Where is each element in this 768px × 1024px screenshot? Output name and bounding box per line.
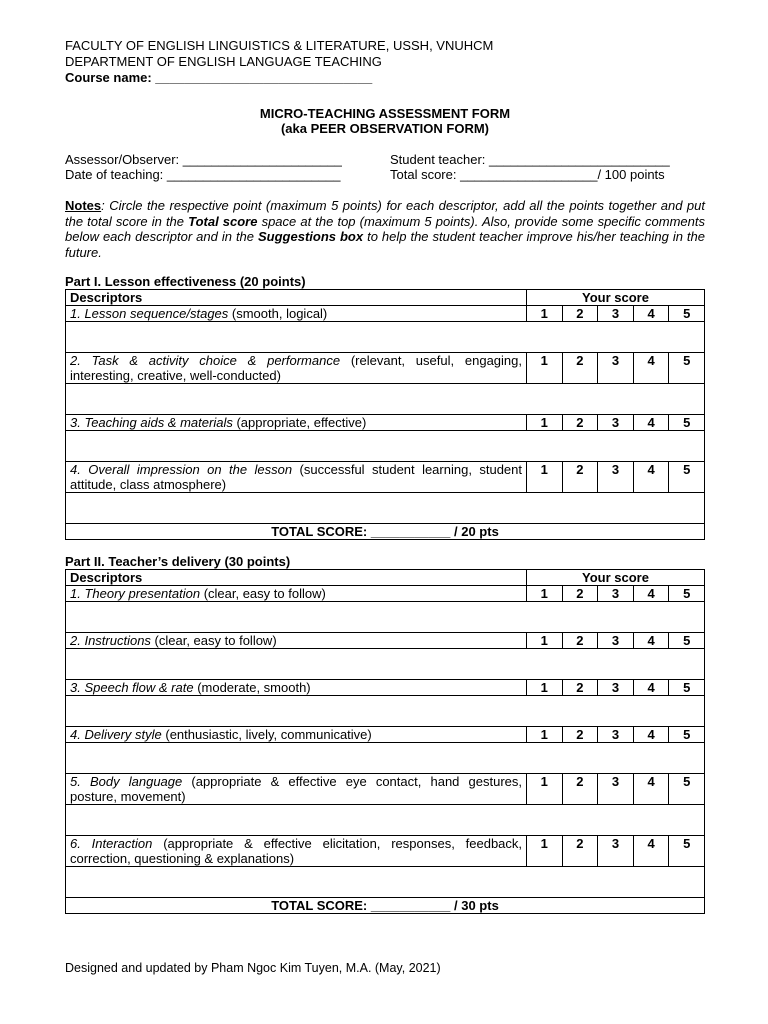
comment-row — [66, 602, 705, 633]
form-title-main: MICRO-TEACHING ASSESSMENT FORM — [259, 106, 511, 121]
descriptors-header: Descriptors — [66, 570, 527, 586]
form-page — [65, 38, 705, 914]
part1-title: Part I. Lesson effectiveness (20 points) — [65, 274, 306, 289]
score-option-1[interactable]: 1 — [527, 462, 563, 493]
score-option-2[interactable]: 2 — [562, 680, 598, 696]
comment-space[interactable] — [66, 867, 705, 898]
total-score-line[interactable]: TOTAL SCORE: ___________ / 20 pts — [66, 524, 705, 540]
score-option-5[interactable]: 5 — [669, 836, 705, 867]
score-option-1[interactable]: 1 — [527, 415, 563, 431]
student-teacher-field[interactable]: Student teacher: _________________________ — [390, 152, 670, 167]
score-option-3[interactable]: 3 — [598, 462, 634, 493]
comment-row — [66, 649, 705, 680]
comment-space[interactable] — [66, 602, 705, 633]
table-header-row — [66, 570, 705, 586]
comment-row — [66, 805, 705, 836]
score-option-2[interactable]: 2 — [562, 633, 598, 649]
comment-space[interactable] — [66, 384, 705, 415]
score-option-4[interactable]: 4 — [633, 306, 669, 322]
descriptor-row — [66, 680, 705, 696]
comment-row — [66, 696, 705, 727]
comment-space[interactable] — [66, 649, 705, 680]
total-score-line[interactable]: TOTAL SCORE: ___________ / 30 pts — [66, 898, 705, 914]
score-option-4[interactable]: 4 — [633, 836, 669, 867]
comment-row — [66, 431, 705, 462]
form-title — [65, 106, 705, 136]
score-option-5[interactable]: 5 — [669, 727, 705, 743]
department-line: DEPARTMENT OF ENGLISH LANGUAGE TEACHING — [65, 54, 382, 69]
score-option-3[interactable]: 3 — [598, 353, 634, 384]
notes-bold-suggestions: Suggestions box — [258, 229, 364, 244]
descriptor-row — [66, 836, 705, 867]
table-header-row — [66, 290, 705, 306]
score-option-5[interactable]: 5 — [669, 353, 705, 384]
descriptor-text: 4. Overall impression on the lesson (successful student learning, student attitude, class atmosphere) — [66, 462, 527, 493]
descriptor-row — [66, 306, 705, 322]
comment-space[interactable] — [66, 322, 705, 353]
score-option-4[interactable]: 4 — [633, 680, 669, 696]
descriptor-text: 3. Speech flow & rate (moderate, smooth) — [66, 680, 527, 696]
score-option-2[interactable]: 2 — [562, 415, 598, 431]
descriptor-row — [66, 462, 705, 493]
form-title-sub: (aka PEER OBSERVATION FORM) — [280, 121, 490, 136]
score-option-3[interactable]: 3 — [598, 774, 634, 805]
score-option-5[interactable]: 5 — [669, 680, 705, 696]
score-option-3[interactable]: 3 — [598, 415, 634, 431]
total-score-field[interactable]: Total score: ___________________/ 100 points — [390, 167, 665, 182]
notes-paragraph: Notes: Circle the respective point (maximum 5 points) for each descriptor, add all the points together and put the total score in the Total score space at the top (maximum 5 points). Also, provide some specific comments below each descriptor and in the Suggestions box to help the student teacher improve his/her teaching in the future. — [65, 198, 705, 260]
score-option-5[interactable]: 5 — [669, 633, 705, 649]
descriptor-row — [66, 633, 705, 649]
score-option-4[interactable]: 4 — [633, 774, 669, 805]
score-option-4[interactable]: 4 — [633, 586, 669, 602]
total-row — [66, 898, 705, 914]
score-option-1[interactable]: 1 — [527, 586, 563, 602]
score-option-5[interactable]: 5 — [669, 306, 705, 322]
descriptor-row — [66, 586, 705, 602]
descriptor-text: 1. Theory presentation (clear, easy to follow) — [66, 586, 527, 602]
part2-table — [65, 569, 705, 914]
comment-row — [66, 493, 705, 524]
course-name-field[interactable]: Course name: ______________________________ — [65, 70, 373, 85]
descriptor-row — [66, 353, 705, 384]
score-option-3[interactable]: 3 — [598, 680, 634, 696]
comment-row — [66, 384, 705, 415]
score-option-4[interactable]: 4 — [633, 353, 669, 384]
descriptor-text: 2. Task & activity choice & performance (relevant, useful, engaging, interesting, creative, well-conducted) — [66, 353, 527, 384]
comment-row — [66, 743, 705, 774]
descriptor-text: 1. Lesson sequence/stages (smooth, logical) — [66, 306, 527, 322]
score-option-2[interactable]: 2 — [562, 462, 598, 493]
descriptor-text: 6. Interaction (appropriate & effective elicitation, responses, feedback, correction, questioning & explanations) — [66, 836, 527, 867]
score-option-1[interactable]: 1 — [527, 774, 563, 805]
score-option-4[interactable]: 4 — [633, 462, 669, 493]
your-score-header: Your score — [527, 290, 705, 306]
score-option-2[interactable]: 2 — [562, 353, 598, 384]
date-field[interactable]: Date of teaching: ________________________ — [65, 167, 341, 182]
score-option-3[interactable]: 3 — [598, 633, 634, 649]
score-option-5[interactable]: 5 — [669, 415, 705, 431]
score-option-1[interactable]: 1 — [527, 836, 563, 867]
score-option-1[interactable]: 1 — [527, 353, 563, 384]
score-option-5[interactable]: 5 — [669, 774, 705, 805]
score-option-3[interactable]: 3 — [598, 727, 634, 743]
score-option-1[interactable]: 1 — [527, 680, 563, 696]
score-option-4[interactable]: 4 — [633, 415, 669, 431]
score-option-3[interactable]: 3 — [598, 586, 634, 602]
total-row — [66, 524, 705, 540]
comment-space[interactable] — [66, 696, 705, 727]
descriptor-row — [66, 415, 705, 431]
score-option-1[interactable]: 1 — [527, 727, 563, 743]
descriptor-text: 2. Instructions (clear, easy to follow) — [66, 633, 527, 649]
part2-title: Part II. Teacher’s delivery (30 points) — [65, 554, 291, 569]
score-option-1[interactable]: 1 — [527, 633, 563, 649]
score-option-2[interactable]: 2 — [562, 306, 598, 322]
comment-space[interactable] — [66, 431, 705, 462]
comment-space[interactable] — [66, 805, 705, 836]
score-option-3[interactable]: 3 — [598, 306, 634, 322]
comment-row — [66, 322, 705, 353]
notes-bold-total: Total score — [188, 213, 258, 229]
descriptor-row — [66, 727, 705, 743]
comment-space[interactable] — [66, 493, 705, 524]
meta-block — [65, 152, 705, 184]
descriptors-header: Descriptors — [66, 290, 527, 306]
footer-credit: Designed and updated by Pham Ngoc Kim Tuyen, M.A. (May, 2021) — [65, 961, 441, 975]
assessor-field[interactable]: Assessor/Observer: ______________________ — [65, 152, 342, 167]
score-option-3[interactable]: 3 — [598, 836, 634, 867]
score-option-5[interactable]: 5 — [669, 462, 705, 493]
score-option-5[interactable]: 5 — [669, 586, 705, 602]
descriptor-text: 4. Delivery style (enthusiastic, lively, communicative) — [66, 727, 527, 743]
descriptor-text: 3. Teaching aids & materials (appropriate, effective) — [66, 415, 527, 431]
score-option-2[interactable]: 2 — [562, 727, 598, 743]
notes-label: Notes — [65, 198, 102, 213]
score-option-2[interactable]: 2 — [562, 586, 598, 602]
comment-space[interactable] — [66, 743, 705, 774]
your-score-header: Your score — [527, 570, 705, 586]
score-option-4[interactable]: 4 — [633, 633, 669, 649]
part1-table — [65, 289, 705, 540]
descriptor-text: 5. Body language (appropriate & effective eye contact, hand gestures, posture, movement) — [66, 774, 527, 805]
descriptor-row — [66, 774, 705, 805]
score-option-4[interactable]: 4 — [633, 727, 669, 743]
score-option-1[interactable]: 1 — [527, 306, 563, 322]
score-option-2[interactable]: 2 — [562, 836, 598, 867]
comment-row — [66, 867, 705, 898]
faculty-line: FACULTY OF ENGLISH LINGUISTICS & LITERATURE, USSH, VNUHCM — [65, 38, 494, 53]
score-option-2[interactable]: 2 — [562, 774, 598, 805]
